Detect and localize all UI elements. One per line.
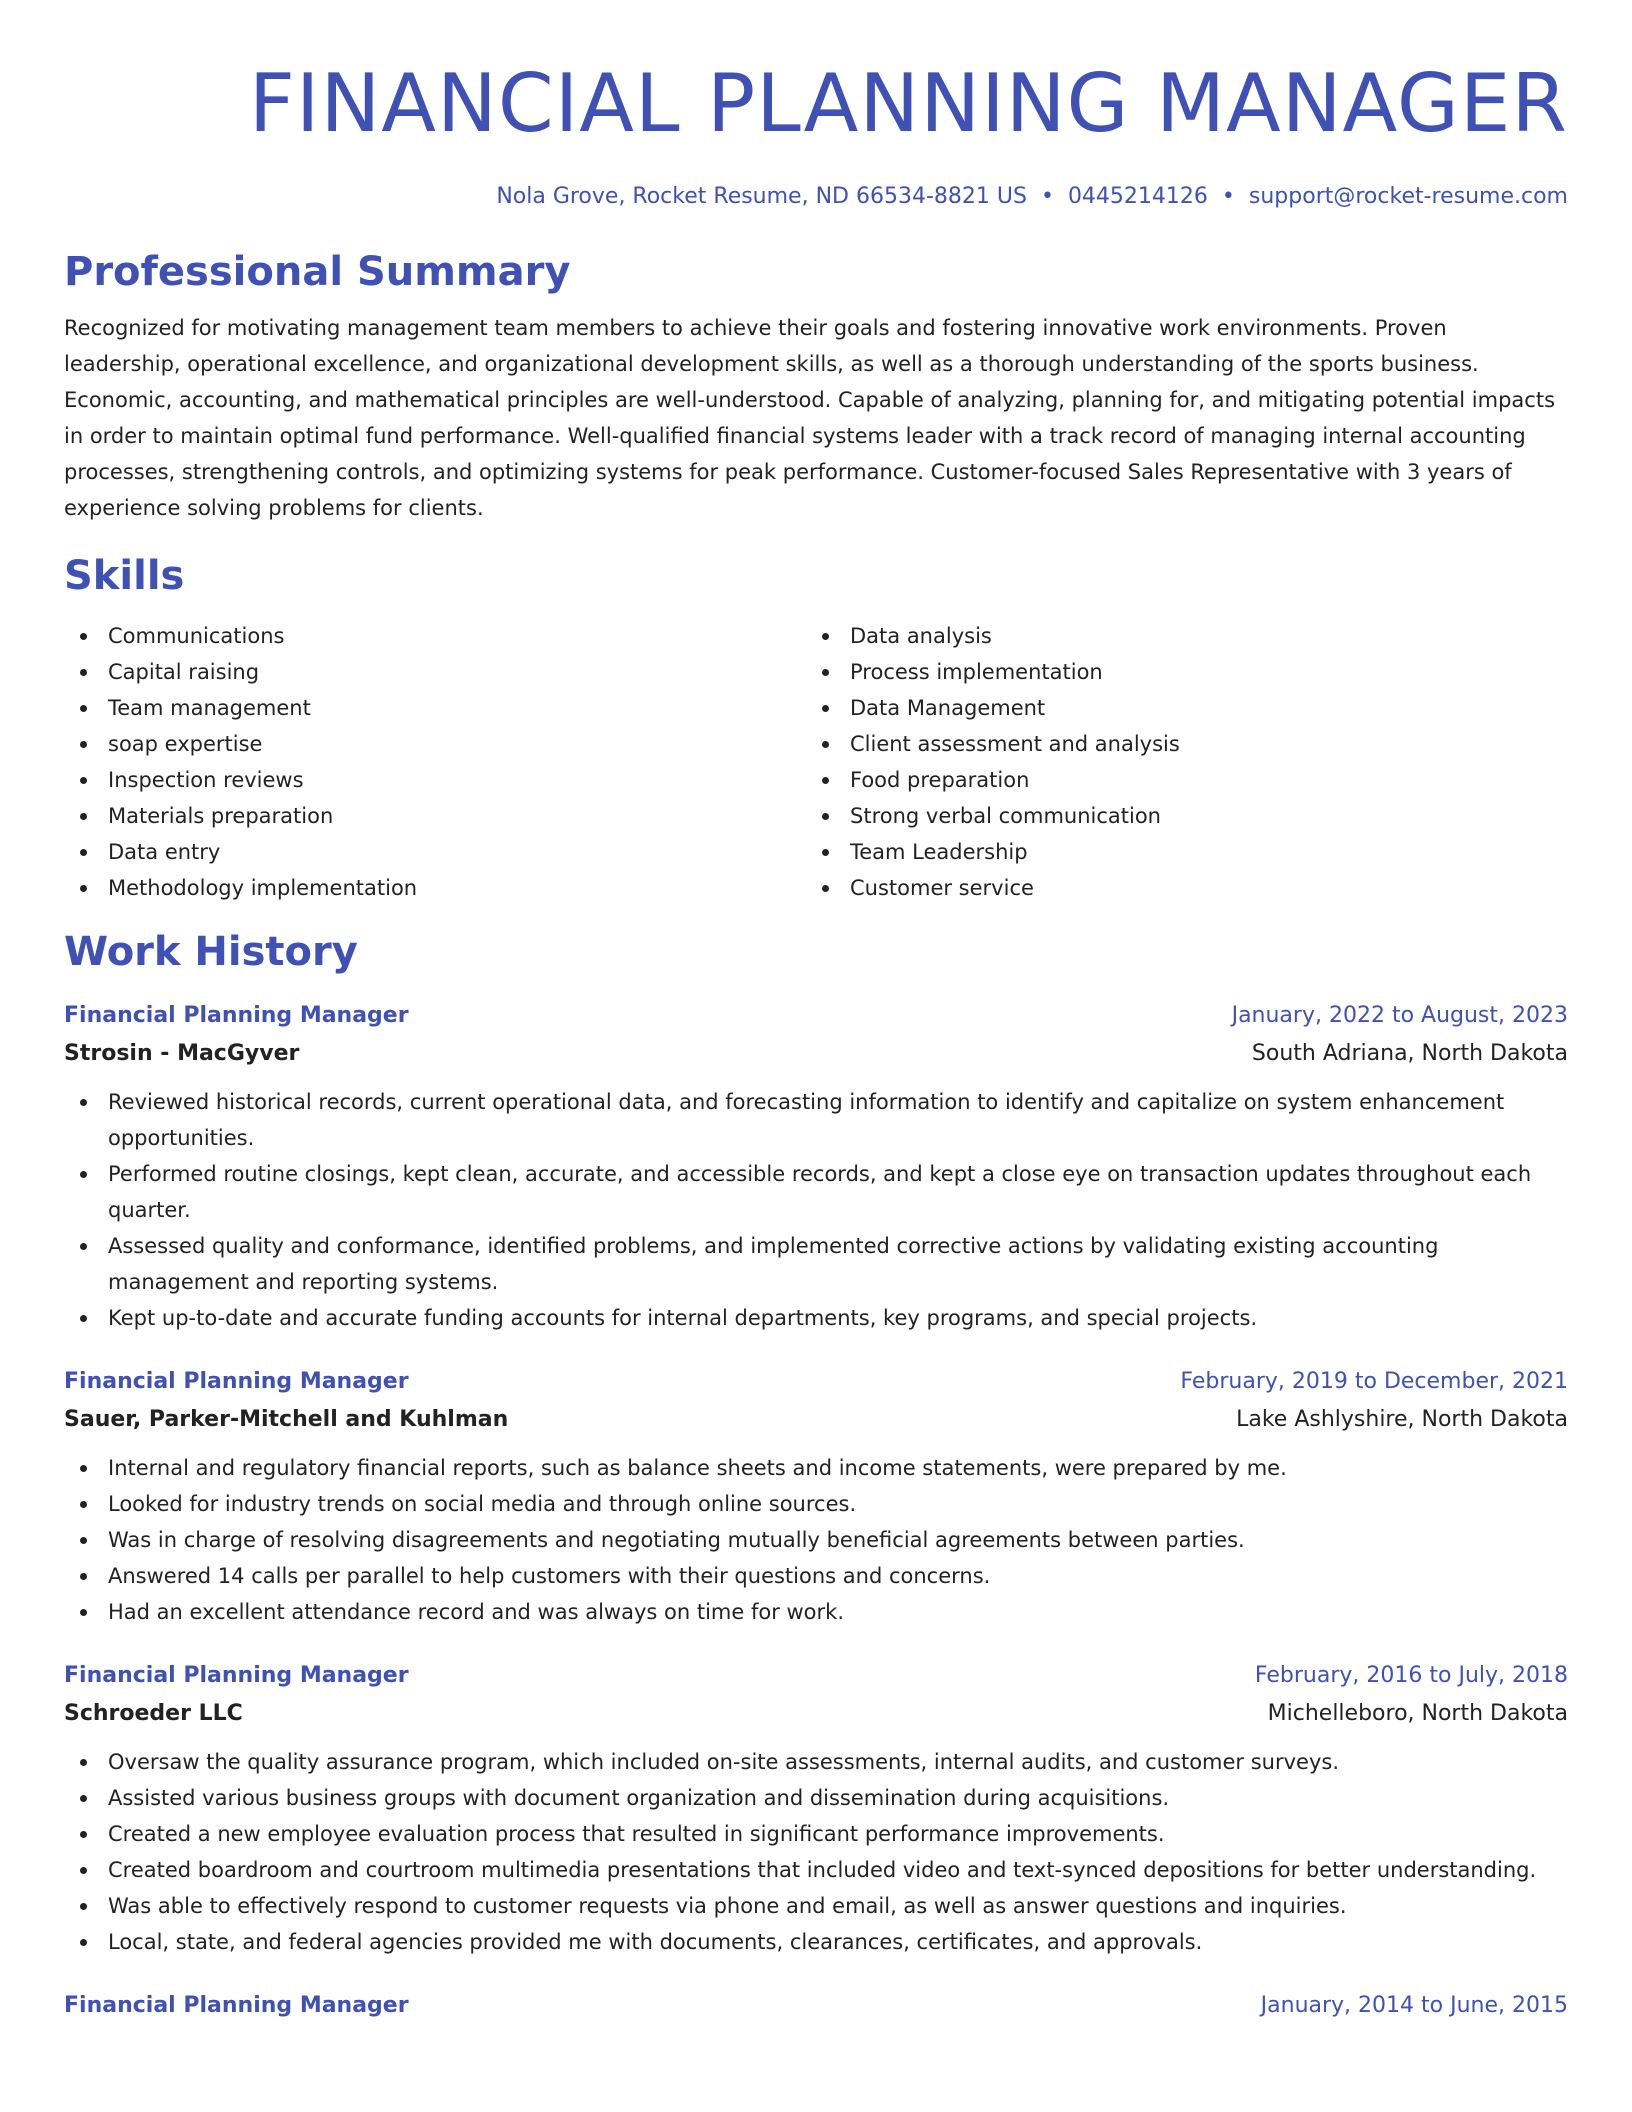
skill-item: soap expertise [64,726,806,762]
skill-item: Client assessment and analysis [806,726,1548,762]
skills-column-right [806,618,1548,906]
skill-item: Materials preparation [64,798,806,834]
job-company: Strosin - MacGyver [64,1041,300,1066]
job-dates: January, 2014 to June, 2015 [1260,1993,1568,2018]
job-employer-row [64,1400,1568,1440]
skill-item: Food preparation [806,762,1548,798]
job-entry [64,1988,1568,2024]
skill-item: Methodology implementation [64,870,806,906]
job-location: Lake Ashlyshire, North Dakota [1236,1407,1568,1432]
job-employer-row [64,1034,1568,1074]
job-dates: February, 2016 to July, 2018 [1254,1663,1568,1688]
contact-address: Nola Grove, Rocket Resume, ND 66534-8821 US [496,184,1027,209]
skill-item: Inspection reviews [64,762,806,798]
summary-text: Recognized for motivating management team members to achieve their goals and fostering innovative work environments. Proven leadership, operational excellence, and organizational development skills, as well as a thorough understanding of the sports business. Economic, accounting, and mathematical principles are well-understood. Capable of analyzing, planning for, and mitigating potential impacts in order to maintain optimal fund performance. Well-qualified financial systems leader with a track record of managing internal accounting processes, strengthening controls, and optimizing systems for peak performance. Customer-focused Sales Representative with 3 years of experience solving problems for clients. [64,316,1556,520]
job-company: Schroeder LLC [64,1701,243,1726]
skill-item: Data Management [806,690,1548,726]
contact-separator: • [1040,184,1054,209]
work-history-heading: Work History [64,929,358,975]
job-entry [64,998,1568,1336]
skill-item: Capital raising [64,654,806,690]
job-bullet: Assisted various business groups with document organization and dissemination during acquisitions. [64,1780,1568,1816]
job-title: Financial Planning Manager [64,1993,409,2018]
skill-item: Data entry [64,834,806,870]
skills-heading: Skills [64,553,185,599]
job-employer-row [64,1694,1568,1734]
job-bullet: Was able to effectively respond to customer requests via phone and email, as well as answer questions and inquiries. [64,1888,1568,1924]
summary-heading: Professional Summary [64,249,571,295]
contact-line [64,180,1568,214]
skill-item: Team Leadership [806,834,1548,870]
skill-item: Customer service [806,870,1548,906]
skill-item: Communications [64,618,806,654]
skills-list [64,618,1568,906]
job-bullet: Created a new employee evaluation process that resulted in significant performance improvements. [64,1816,1568,1852]
job-bullet: Looked for industry trends on social media and through online sources. [64,1486,1568,1522]
contact-email: support@rocket-resume.com [1248,184,1568,209]
contact-separator: • [1221,184,1235,209]
skill-item: Process implementation [806,654,1548,690]
skill-item: Team management [64,690,806,726]
resume-name: FINANCIAL PLANNING MANAGER [248,57,1568,150]
job-bullets [64,1450,1568,1630]
job-entry [64,1364,1568,1630]
job-title: Financial Planning Manager [64,1003,409,1028]
job-location: South Adriana, North Dakota [1251,1041,1568,1066]
job-bullet: Assessed quality and conformance, identified problems, and implemented corrective actions by validating existing accounting management and reporting systems. [64,1228,1568,1300]
job-bullet: Local, state, and federal agencies provided me with documents, clearances, certificates, and approvals. [64,1924,1568,1960]
job-bullet: Was in charge of resolving disagreements and negotiating mutually beneficial agreements between parties. [64,1522,1568,1558]
job-bullet: Oversaw the quality assurance program, which included on-site assessments, internal audits, and customer surveys. [64,1744,1568,1780]
job-title: Financial Planning Manager [64,1369,409,1394]
skill-item: Strong verbal communication [806,798,1548,834]
job-dates: February, 2019 to December, 2021 [1180,1369,1568,1394]
job-entry [64,1658,1568,1960]
job-company: Sauer, Parker-Mitchell and Kuhlman [64,1407,509,1432]
job-header [64,1658,1568,1694]
job-bullet: Created boardroom and courtroom multimedia presentations that included video and text-synced depositions for better understanding. [64,1852,1568,1888]
job-header [64,1988,1568,2024]
job-location: Michelleboro, North Dakota [1267,1701,1568,1726]
contact-phone: 0445214126 [1067,184,1208,209]
job-header [64,998,1568,1034]
job-bullet: Reviewed historical records, current operational data, and forecasting information to identify and capitalize on system enhancement opportunities. [64,1084,1568,1156]
job-bullet: Answered 14 calls per parallel to help customers with their questions and concerns. [64,1558,1568,1594]
job-bullet: Internal and regulatory financial reports, such as balance sheets and income statements, were prepared by me. [64,1450,1568,1486]
job-bullet: Had an excellent attendance record and was always on time for work. [64,1594,1568,1630]
job-bullet: Kept up-to-date and accurate funding accounts for internal departments, key programs, and special projects. [64,1300,1568,1336]
skill-item: Data analysis [806,618,1548,654]
job-title: Financial Planning Manager [64,1663,409,1688]
job-header [64,1364,1568,1400]
job-bullets [64,1084,1568,1336]
skills-column-left [64,618,806,906]
job-bullets [64,1744,1568,1960]
job-bullet: Performed routine closings, kept clean, accurate, and accessible records, and kept a close eye on transaction updates throughout each quarter. [64,1156,1568,1228]
resume-page [64,0,1568,2024]
job-dates: January, 2022 to August, 2023 [1231,1003,1568,1028]
